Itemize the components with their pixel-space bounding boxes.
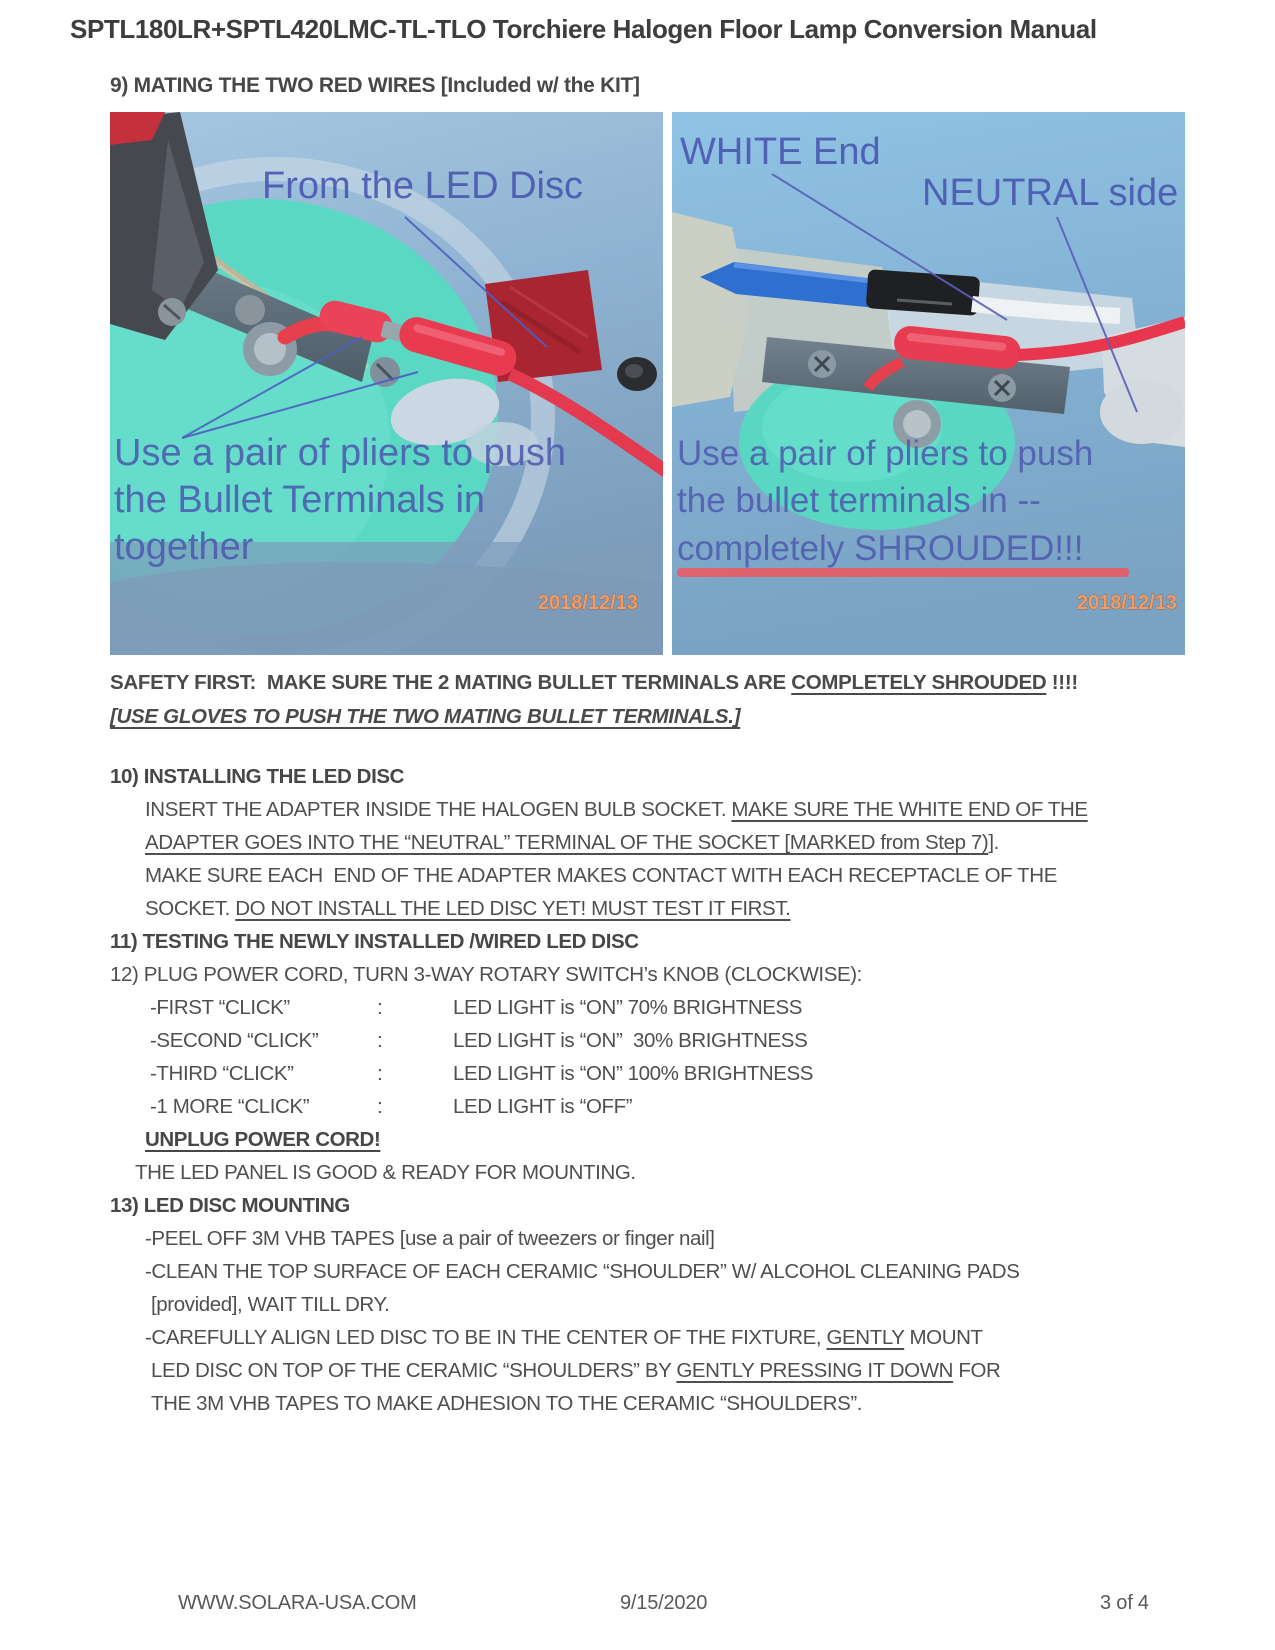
metal-bar-screw: [235, 295, 265, 325]
caption-white-end: WHITE End: [680, 131, 881, 173]
unplug-warning: UNPLUG POWER CORD!: [145, 1128, 381, 1151]
black-knob-center: [625, 364, 643, 378]
step10-heading: 10) INSTALLING THE LED DISC: [110, 765, 405, 788]
ceramic-blob-right: [1100, 380, 1184, 444]
caption-right-line1: Use a pair of pliers to push: [677, 434, 1094, 473]
click-row-first: -FIRST “CLICK” : LED LIGHT is “ON” 70% BRIGHTNESS: [150, 996, 803, 1019]
caption-right-line3: completely SHROUDED!!!: [677, 529, 1084, 568]
footer-page-number: 3 of 4: [1100, 1592, 1149, 1614]
safety-line-2: [USE GLOVES TO PUSH THE TWO MATING BULLET TERMINALS.]: [110, 705, 741, 728]
step13-line4: -CAREFULLY ALIGN LED DISC TO BE IN THE CENTER OF THE FIXTURE, GENTLY MOUNT: [145, 1326, 983, 1349]
date-stamp-left: 2018/12/13: [537, 592, 638, 614]
footer-date: 9/15/2020: [620, 1592, 708, 1614]
step9-heading: 9) MATING THE TWO RED WIRES [Included w/ the KIT]: [110, 74, 640, 97]
click-row-third: -THIRD “CLICK” : LED LIGHT is “ON” 100% BRIGHTNESS: [150, 1062, 814, 1085]
step13-line2: -CLEAN THE TOP SURFACE OF EACH CERAMIC “SHOULDER” W/ ALCOHOL CLEANING PADS: [145, 1260, 1020, 1283]
caption-left-line1: Use a pair of pliers to push: [114, 432, 567, 474]
caption-neutral-side: NEUTRAL side: [922, 172, 1179, 214]
safety-line-1: SAFETY FIRST: MAKE SURE THE 2 MATING BULLET TERMINALS ARE COMPLETELY SHROUDED !!!!: [110, 671, 1078, 694]
step13-line6: THE 3M VHB TAPES TO MAKE ADHESION TO THE CERAMIC “SHOULDERS”.: [151, 1392, 863, 1415]
photo-left-illustration: [110, 112, 663, 655]
footer-website: WWW.SOLARA-USA.COM: [178, 1592, 417, 1614]
red-underline-bar: [677, 568, 1129, 577]
step11-heading: 11) TESTING THE NEWLY INSTALLED /WIRED LED DISC: [110, 930, 639, 953]
photo-right-shrouded-terminals: [672, 112, 1185, 655]
photo-right-illustration: [672, 112, 1185, 655]
step13-line3: [provided], WAIT TILL DRY.: [151, 1293, 390, 1316]
click-row-off: -1 MORE “CLICK” : LED LIGHT is “OFF”: [150, 1095, 633, 1118]
caption-left-line2: the Bullet Terminals in: [114, 479, 486, 521]
photo-left-bullet-terminals: [110, 112, 663, 655]
step10-line4: SOCKET. DO NOT INSTALL THE LED DISC YET! MUST TEST IT FIRST.: [145, 897, 791, 920]
click-row-second: -SECOND “CLICK” : LED LIGHT is “ON” 30% BRIGHTNESS: [150, 1029, 808, 1052]
caption-left-line3: together: [114, 526, 254, 568]
step13-line1: -PEEL OFF 3M VHB TAPES [use a pair of tweezers or finger nail]: [145, 1227, 715, 1250]
step10-line3: MAKE SURE EACH END OF THE ADAPTER MAKES CONTACT WITH EACH RECEPTACLE OF THE: [145, 864, 1057, 887]
instructions: [110, 760, 1205, 1420]
caption-from-led-disc: From the LED Disc: [262, 165, 583, 207]
step10-line1: INSERT THE ADAPTER INSIDE THE HALOGEN BULB SOCKET. MAKE SURE THE WHITE END OF THE: [145, 798, 1088, 821]
caption-right-line2: the bullet terminals in --: [677, 481, 1041, 520]
step10-line2: ADAPTER GOES INTO THE “NEUTRAL” TERMINAL OF THE SOCKET [MARKED from Step 7)].: [145, 831, 999, 854]
date-stamp-right: 2018/12/13: [1076, 592, 1177, 614]
ready-note: THE LED PANEL IS GOOD & READY FOR MOUNTING.: [135, 1161, 636, 1184]
safety-note: [110, 666, 1200, 734]
page-title: SPTL180LR+SPTL420LMC-TL-TLO Torchiere Halogen Floor Lamp Conversion Manual: [70, 14, 1097, 44]
step12-heading: 12) PLUG POWER CORD, TURN 3-WAY ROTARY SWITCH’s KNOB (CLOCKWISE):: [110, 963, 862, 986]
step13-line5: LED DISC ON TOP OF THE CERAMIC “SHOULDERS” BY GENTLY PRESSING IT DOWN FOR: [151, 1359, 1001, 1382]
step13-heading: 13) LED DISC MOUNTING: [110, 1194, 350, 1217]
